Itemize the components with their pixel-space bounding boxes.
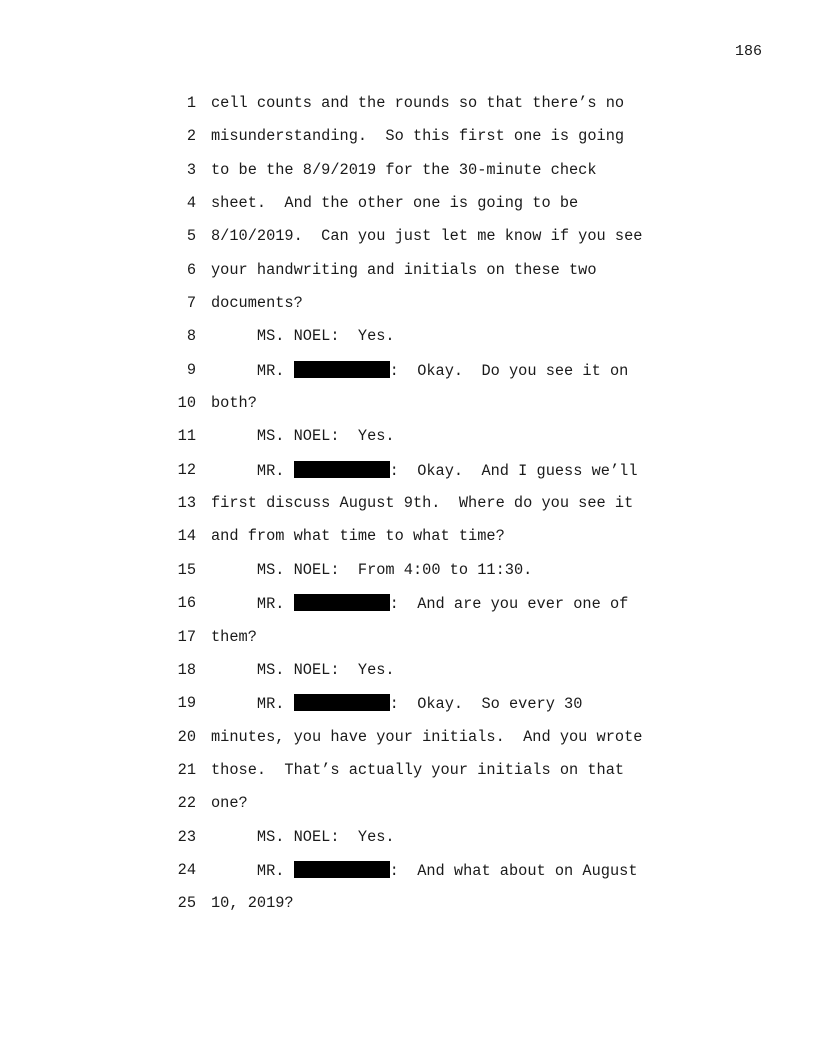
spoken-text: documents? <box>211 294 303 313</box>
transcript-line <box>0 461 816 494</box>
speaker-label: MS. NOEL: <box>256 827 340 846</box>
line-number: 1 <box>186 94 196 112</box>
transcript-line <box>0 594 816 627</box>
speaker-label: MR. <box>256 595 285 614</box>
spoken-text: your handwriting and initials on these two <box>211 260 597 279</box>
line-number: 12 <box>177 460 196 479</box>
transcript-line <box>0 394 816 427</box>
spoken-text: those. That’s actually your initials on that <box>211 760 625 779</box>
speaker-label: MS. NOEL: <box>256 427 340 446</box>
transcript-line <box>0 728 816 761</box>
transcript-line <box>0 661 816 694</box>
line-number: 21 <box>177 760 196 779</box>
transcript-line <box>0 427 816 460</box>
transcript-line <box>0 861 816 894</box>
transcript-line <box>0 161 816 194</box>
line-number: 19 <box>177 694 196 713</box>
line-text <box>211 561 532 579</box>
spoken-text: And are you ever one of <box>417 595 629 614</box>
line-number: 24 <box>177 860 196 879</box>
spoken-text: them? <box>211 627 257 646</box>
line-number: 25 <box>177 894 196 913</box>
transcript-line <box>0 794 816 827</box>
line-text <box>211 527 505 545</box>
spoken-text: Yes. <box>357 827 395 846</box>
transcript-line <box>0 761 816 794</box>
line-number: 2 <box>186 127 196 146</box>
line-text <box>211 828 395 846</box>
redaction-bar <box>294 461 390 478</box>
transcript-line <box>0 494 816 527</box>
line-number: 13 <box>177 494 196 513</box>
redaction-bar <box>294 594 390 611</box>
line-text: MR. : And what about on August <box>256 861 638 880</box>
speaker-label: MR. <box>256 361 285 380</box>
line-text: MR. : Okay. And I guess we’ll <box>256 461 638 480</box>
speaker-label: MR. <box>256 861 285 880</box>
line-text <box>211 628 257 646</box>
line-text <box>211 227 642 245</box>
line-number: 15 <box>177 560 196 579</box>
line-number: 7 <box>186 294 196 313</box>
spoken-text: to be the 8/9/2019 for the 30-minute check <box>211 160 597 179</box>
page-number: 186 <box>734 43 762 60</box>
transcript-line <box>0 227 816 260</box>
spoken-text: and from what time to what time? <box>211 527 505 546</box>
transcript-line <box>0 261 816 294</box>
line-number: 8 <box>186 327 196 346</box>
spoken-text: Okay. Do you see it on <box>417 361 629 380</box>
line-text: MR. : Okay. Do you see it on <box>256 361 629 380</box>
transcript-line <box>0 194 816 227</box>
line-number: 6 <box>186 260 196 279</box>
line-text <box>211 94 624 112</box>
line-number: 11 <box>177 427 196 446</box>
transcript-line <box>0 828 816 861</box>
spoken-text: minutes, you have your initials. And you wrote <box>211 727 643 746</box>
line-text <box>211 161 597 179</box>
line-text <box>211 327 395 345</box>
transcript-line <box>0 361 816 394</box>
line-text <box>211 794 248 812</box>
line-text <box>211 127 624 145</box>
redaction-bar <box>294 361 390 378</box>
spoken-text: Okay. So every 30 <box>417 695 583 714</box>
line-text <box>211 194 578 212</box>
spoken-text: And what about on August <box>417 861 638 880</box>
line-number: 18 <box>177 660 196 679</box>
line-text <box>211 494 633 512</box>
redaction-bar <box>294 861 390 878</box>
line-number: 3 <box>186 160 196 179</box>
spoken-text: sheet. And the other one is going to be <box>211 194 579 213</box>
line-number: 20 <box>177 727 196 746</box>
transcript-line <box>0 527 816 560</box>
spoken-text: both? <box>211 394 257 413</box>
speaker-label: MS. NOEL: <box>256 560 340 579</box>
spoken-text: cell counts and the rounds so that there’s no <box>211 94 625 112</box>
speaker-label: MR. <box>256 695 285 714</box>
transcript-line <box>0 94 816 127</box>
speaker-label: MR. <box>256 461 285 480</box>
speaker-label: MS. NOEL: <box>256 327 340 346</box>
line-number: 9 <box>186 360 196 379</box>
transcript-line <box>0 294 816 327</box>
line-number: 10 <box>177 394 196 413</box>
line-number: 14 <box>177 527 196 546</box>
line-text <box>211 294 303 312</box>
transcript-body <box>0 94 816 928</box>
line-text: MR. : And are you ever one of <box>256 595 629 614</box>
spoken-text: 8/10/2019. Can you just let me know if you see <box>211 227 643 246</box>
line-text <box>211 394 257 412</box>
transcript-line <box>0 561 816 594</box>
line-number: 22 <box>177 794 196 813</box>
spoken-text: 10, 2019? <box>211 894 294 913</box>
line-number: 17 <box>177 627 196 646</box>
spoken-text: Yes. <box>357 660 395 679</box>
line-text <box>211 761 624 779</box>
redaction-bar <box>294 694 390 711</box>
line-number: 5 <box>186 227 196 246</box>
transcript-line <box>0 894 816 927</box>
transcript-line <box>0 628 816 661</box>
spoken-text: From 4:00 to 11:30. <box>357 560 533 579</box>
spoken-text: Yes. <box>357 427 395 446</box>
spoken-text: Okay. And I guess we’ll <box>417 461 638 480</box>
line-text <box>211 894 294 912</box>
line-text <box>211 427 395 445</box>
line-text <box>211 728 642 746</box>
spoken-text: misunderstanding. So this first one is going <box>211 127 625 146</box>
line-number: 4 <box>186 194 196 213</box>
spoken-text: Yes. <box>357 327 395 346</box>
speaker-label: MS. NOEL: <box>256 660 340 679</box>
line-text: MR. : Okay. So every 30 <box>256 695 583 714</box>
transcript-line <box>0 694 816 727</box>
transcript-line <box>0 327 816 360</box>
line-text <box>211 261 597 279</box>
spoken-text: one? <box>211 794 248 813</box>
transcript-line <box>0 127 816 160</box>
line-number: 16 <box>177 594 196 613</box>
line-text <box>211 661 395 679</box>
line-number: 23 <box>177 827 196 846</box>
spoken-text: first discuss August 9th. Where do you see it <box>211 494 634 513</box>
